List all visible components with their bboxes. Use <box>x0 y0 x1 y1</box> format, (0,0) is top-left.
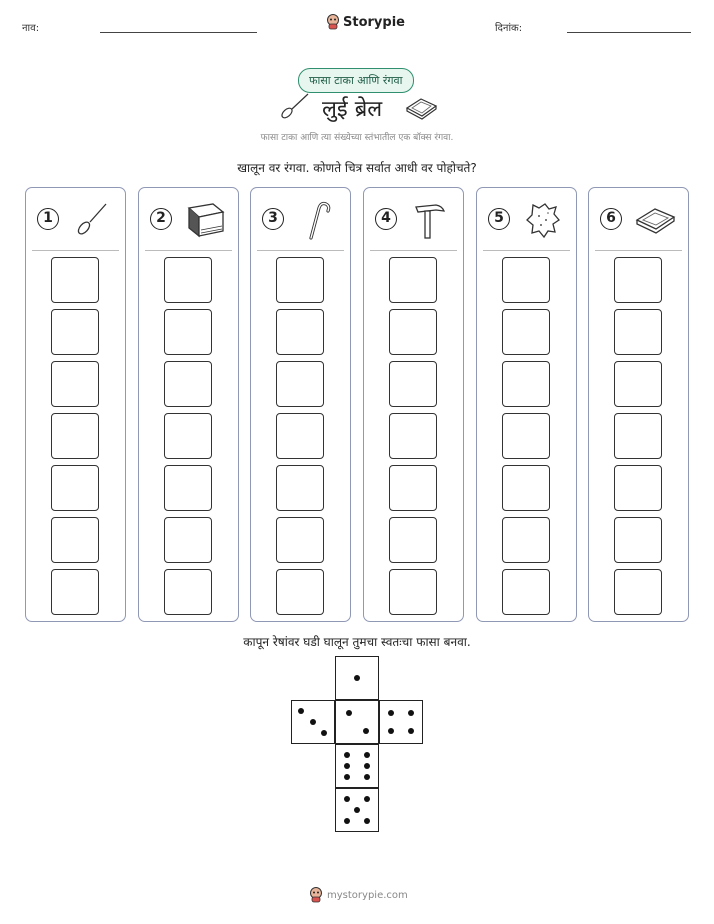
pip <box>408 728 414 734</box>
die-face-1 <box>335 656 379 700</box>
color-box[interactable] <box>614 517 662 563</box>
column-number: 4 <box>375 208 397 230</box>
dice-instruction: कापून रेषांवर घडी घालून तुमचा स्वतःचा फासा बनवा. <box>243 635 471 649</box>
color-box[interactable] <box>502 361 550 407</box>
storypie-mascot-icon <box>309 887 323 903</box>
awl-title-icon <box>278 92 310 120</box>
cane-icon <box>295 200 339 240</box>
die-face-4 <box>379 700 423 744</box>
pip <box>346 710 352 716</box>
color-box[interactable] <box>389 361 437 407</box>
color-box[interactable] <box>51 465 99 511</box>
color-box[interactable] <box>51 309 99 355</box>
date-label: दिनांक: <box>495 23 523 34</box>
leather-hide-icon <box>521 200 565 240</box>
color-box[interactable] <box>276 257 324 303</box>
color-box[interactable] <box>389 517 437 563</box>
color-box[interactable] <box>276 361 324 407</box>
column-divider <box>145 250 232 251</box>
color-box[interactable] <box>51 569 99 615</box>
name-line[interactable] <box>100 32 257 33</box>
pip <box>354 807 360 813</box>
color-box[interactable] <box>51 517 99 563</box>
pip <box>344 763 350 769</box>
pip <box>388 710 394 716</box>
pip <box>298 708 304 714</box>
pip <box>364 752 370 758</box>
color-box[interactable] <box>164 309 212 355</box>
pip <box>344 774 350 780</box>
pip <box>364 796 370 802</box>
color-box[interactable] <box>614 413 662 459</box>
column-number: 5 <box>488 208 510 230</box>
column-divider <box>370 250 457 251</box>
column-4 <box>363 187 464 622</box>
color-box[interactable] <box>51 413 99 459</box>
footer <box>309 887 408 903</box>
color-box[interactable] <box>614 361 662 407</box>
color-box[interactable] <box>389 569 437 615</box>
storypie-mascot-icon <box>326 14 340 30</box>
slate-title-icon <box>403 96 439 120</box>
color-box[interactable] <box>276 517 324 563</box>
color-box[interactable] <box>164 361 212 407</box>
pip <box>364 818 370 824</box>
color-box[interactable] <box>164 413 212 459</box>
activity-badge: फासा टाका आणि रंगवा <box>298 68 414 93</box>
color-box[interactable] <box>164 465 212 511</box>
color-box[interactable] <box>51 257 99 303</box>
die-face-6 <box>335 744 379 788</box>
book-icon <box>183 200 227 240</box>
column-divider <box>595 250 682 251</box>
pip <box>408 710 414 716</box>
color-box[interactable] <box>614 257 662 303</box>
color-box[interactable] <box>502 309 550 355</box>
color-box[interactable] <box>502 465 550 511</box>
color-box[interactable] <box>502 569 550 615</box>
color-box[interactable] <box>164 257 212 303</box>
instruction: खालून वर रंगवा. कोणते चित्र सर्वात आधी वर पोहोचते? <box>237 161 477 175</box>
column-3 <box>250 187 351 622</box>
color-box[interactable] <box>389 413 437 459</box>
awl-icon <box>70 200 114 240</box>
die-face-3 <box>291 700 335 744</box>
column-divider <box>483 250 570 251</box>
color-box[interactable] <box>502 517 550 563</box>
pip <box>344 796 350 802</box>
date-line[interactable] <box>567 32 691 33</box>
color-box[interactable] <box>164 517 212 563</box>
pip <box>364 774 370 780</box>
hammer-icon <box>408 200 452 240</box>
slate-icon <box>633 200 677 240</box>
pip <box>321 730 327 736</box>
pip <box>344 818 350 824</box>
column-6 <box>588 187 689 622</box>
column-5 <box>476 187 577 622</box>
column-2 <box>138 187 239 622</box>
color-box[interactable] <box>164 569 212 615</box>
pip <box>364 763 370 769</box>
brand-logo <box>326 14 405 30</box>
color-box[interactable] <box>276 465 324 511</box>
column-number: 6 <box>600 208 622 230</box>
color-box[interactable] <box>51 361 99 407</box>
color-box[interactable] <box>276 413 324 459</box>
page-title: लुई ब्रेल <box>322 97 383 122</box>
pip <box>388 728 394 734</box>
brand-name: Storypie <box>343 14 405 30</box>
column-number: 1 <box>37 208 59 230</box>
color-box[interactable] <box>389 465 437 511</box>
color-box[interactable] <box>389 309 437 355</box>
column-number: 2 <box>150 208 172 230</box>
pip <box>310 719 316 725</box>
name-label: नाव: <box>22 23 40 34</box>
column-divider <box>32 250 119 251</box>
color-box[interactable] <box>276 569 324 615</box>
die-face-2 <box>335 700 379 744</box>
pip <box>354 675 360 681</box>
footer-url[interactable]: mystorypie.com <box>327 889 408 901</box>
color-box[interactable] <box>502 257 550 303</box>
column-1 <box>25 187 126 622</box>
color-box[interactable] <box>276 309 324 355</box>
column-number: 3 <box>262 208 284 230</box>
pip <box>363 728 369 734</box>
color-box[interactable] <box>502 413 550 459</box>
color-box[interactable] <box>614 309 662 355</box>
pip <box>344 752 350 758</box>
color-box[interactable] <box>614 569 662 615</box>
column-divider <box>257 250 344 251</box>
color-box[interactable] <box>614 465 662 511</box>
subtitle: फासा टाका आणि त्या संख्येच्या स्तंभातील एक बॉक्स रंगवा. <box>260 133 454 143</box>
die-face-5 <box>335 788 379 832</box>
color-box[interactable] <box>389 257 437 303</box>
